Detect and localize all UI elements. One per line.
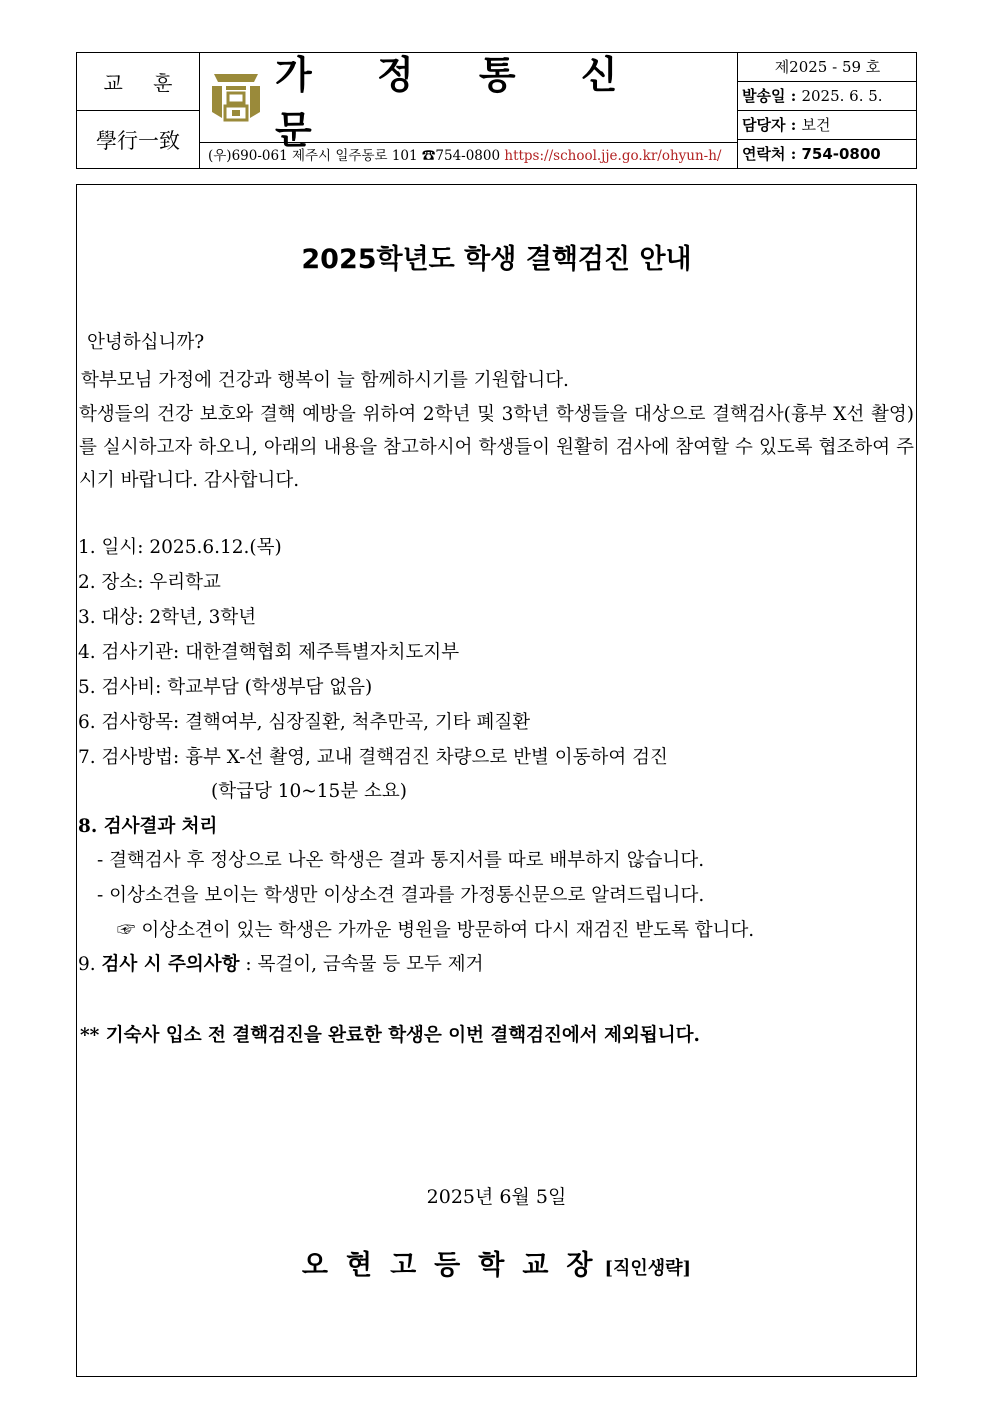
header-center bbox=[200, 52, 737, 152]
address-text: (우)690-061 제주시 일주동로 101 ☎754-0800 bbox=[208, 148, 505, 164]
school-motto-text: 學行一致 bbox=[77, 111, 200, 169]
manager-value: 보건 bbox=[801, 116, 831, 134]
list-item: 2. 장소: 우리학교 bbox=[78, 572, 221, 593]
issue-number: 제2025 - 59 호 bbox=[738, 53, 917, 82]
contact-label: 연락처 : bbox=[742, 145, 802, 163]
school-emblem-icon bbox=[210, 68, 262, 124]
manager bbox=[738, 111, 917, 140]
list-item: 7. 검사방법: 흉부 X-선 촬영, 교내 결핵검진 차량으로 반별 이동하여 검진 bbox=[78, 747, 668, 768]
list-item-9-text: : 목걸이, 금속물 등 모두 제거 bbox=[239, 954, 484, 975]
contact bbox=[738, 140, 917, 169]
list-item-8-line: - 이상소견을 보이는 학생만 이상소견 결과를 가정통신문으로 알려드립니다. bbox=[97, 885, 705, 906]
list-item-9 bbox=[78, 950, 484, 976]
send-date-label: 발송일 : bbox=[742, 87, 802, 105]
intro-paragraph: 학생들의 건강 보호와 결핵 예방을 위하여 2학년 및 3학년 학생들을 대상으로 결핵검사(흉부 X선 촬영)를 실시하고자 하오니, 아래의 내용을 참고하시어 학생들이 원활히 검사에 참여할 수 있도록 협조하여 주시기 바랍니다. 감사합니다. bbox=[79, 404, 914, 491]
list-item: 1. 일시: 2025.6.12.(목) bbox=[78, 537, 282, 558]
list-item-9-num: 9. bbox=[78, 954, 102, 975]
list-item-9-label: 검사 시 주의사항 bbox=[101, 954, 240, 975]
greeting-line-1: 안녕하십니까? bbox=[87, 332, 205, 353]
contact-value: 754-0800 bbox=[801, 145, 881, 163]
issue-date: 2025년 6월 5일 bbox=[426, 1186, 567, 1208]
newsletter-header bbox=[76, 52, 917, 169]
list-item: 5. 검사비: 학교부담 (학생부담 없음) bbox=[78, 677, 373, 698]
principal-name: 오현고등학교장 bbox=[301, 1250, 611, 1281]
issue-info bbox=[737, 53, 917, 169]
signature-line bbox=[77, 1243, 916, 1282]
school-url-link[interactable]: https://school.jje.go.kr/ohyun-h/ bbox=[504, 148, 722, 164]
send-date bbox=[738, 82, 917, 111]
list-item-7-sub: (학급당 10~15분 소요) bbox=[211, 781, 408, 802]
send-date-value: 2025. 6. 5. bbox=[801, 87, 883, 105]
list-item-8-note: ☞ 이상소견이 있는 학생은 가까운 병원을 방문하여 다시 재검진 받도록 합니다. bbox=[117, 920, 755, 941]
newsletter-title: 가 정 통 신 문 bbox=[275, 52, 644, 152]
list-item-8-line: - 결핵검사 후 정상으로 나온 학생은 결과 통지서를 따로 배부하지 않습니다. bbox=[97, 850, 705, 871]
notice-body bbox=[76, 184, 917, 1377]
list-item: 6. 검사항목: 결핵여부, 심장질환, 척추만곡, 기타 폐질환 bbox=[78, 712, 531, 733]
list-item: 3. 대상: 2학년, 3학년 bbox=[78, 607, 257, 628]
list-item-8-title: 8. 검사결과 처리 bbox=[78, 816, 218, 837]
school-address bbox=[200, 143, 737, 169]
seal-note: [직인생략] bbox=[604, 1258, 692, 1279]
exemption-note: ** 기숙사 입소 전 결핵검진을 완료한 학생은 이번 결핵검진에서 제외됩니다. bbox=[80, 1025, 700, 1046]
notice-title: 2025학년도 학생 결핵검진 안내 bbox=[301, 244, 692, 275]
school-motto-title: 교 훈 bbox=[77, 53, 200, 111]
greeting-line-2: 학부모님 가정에 건강과 행복이 늘 함께하시기를 기원합니다. bbox=[81, 370, 569, 391]
manager-label: 담당자 : bbox=[742, 116, 802, 134]
list-item: 4. 검사기관: 대한결핵협회 제주특별자치도지부 bbox=[78, 642, 460, 663]
